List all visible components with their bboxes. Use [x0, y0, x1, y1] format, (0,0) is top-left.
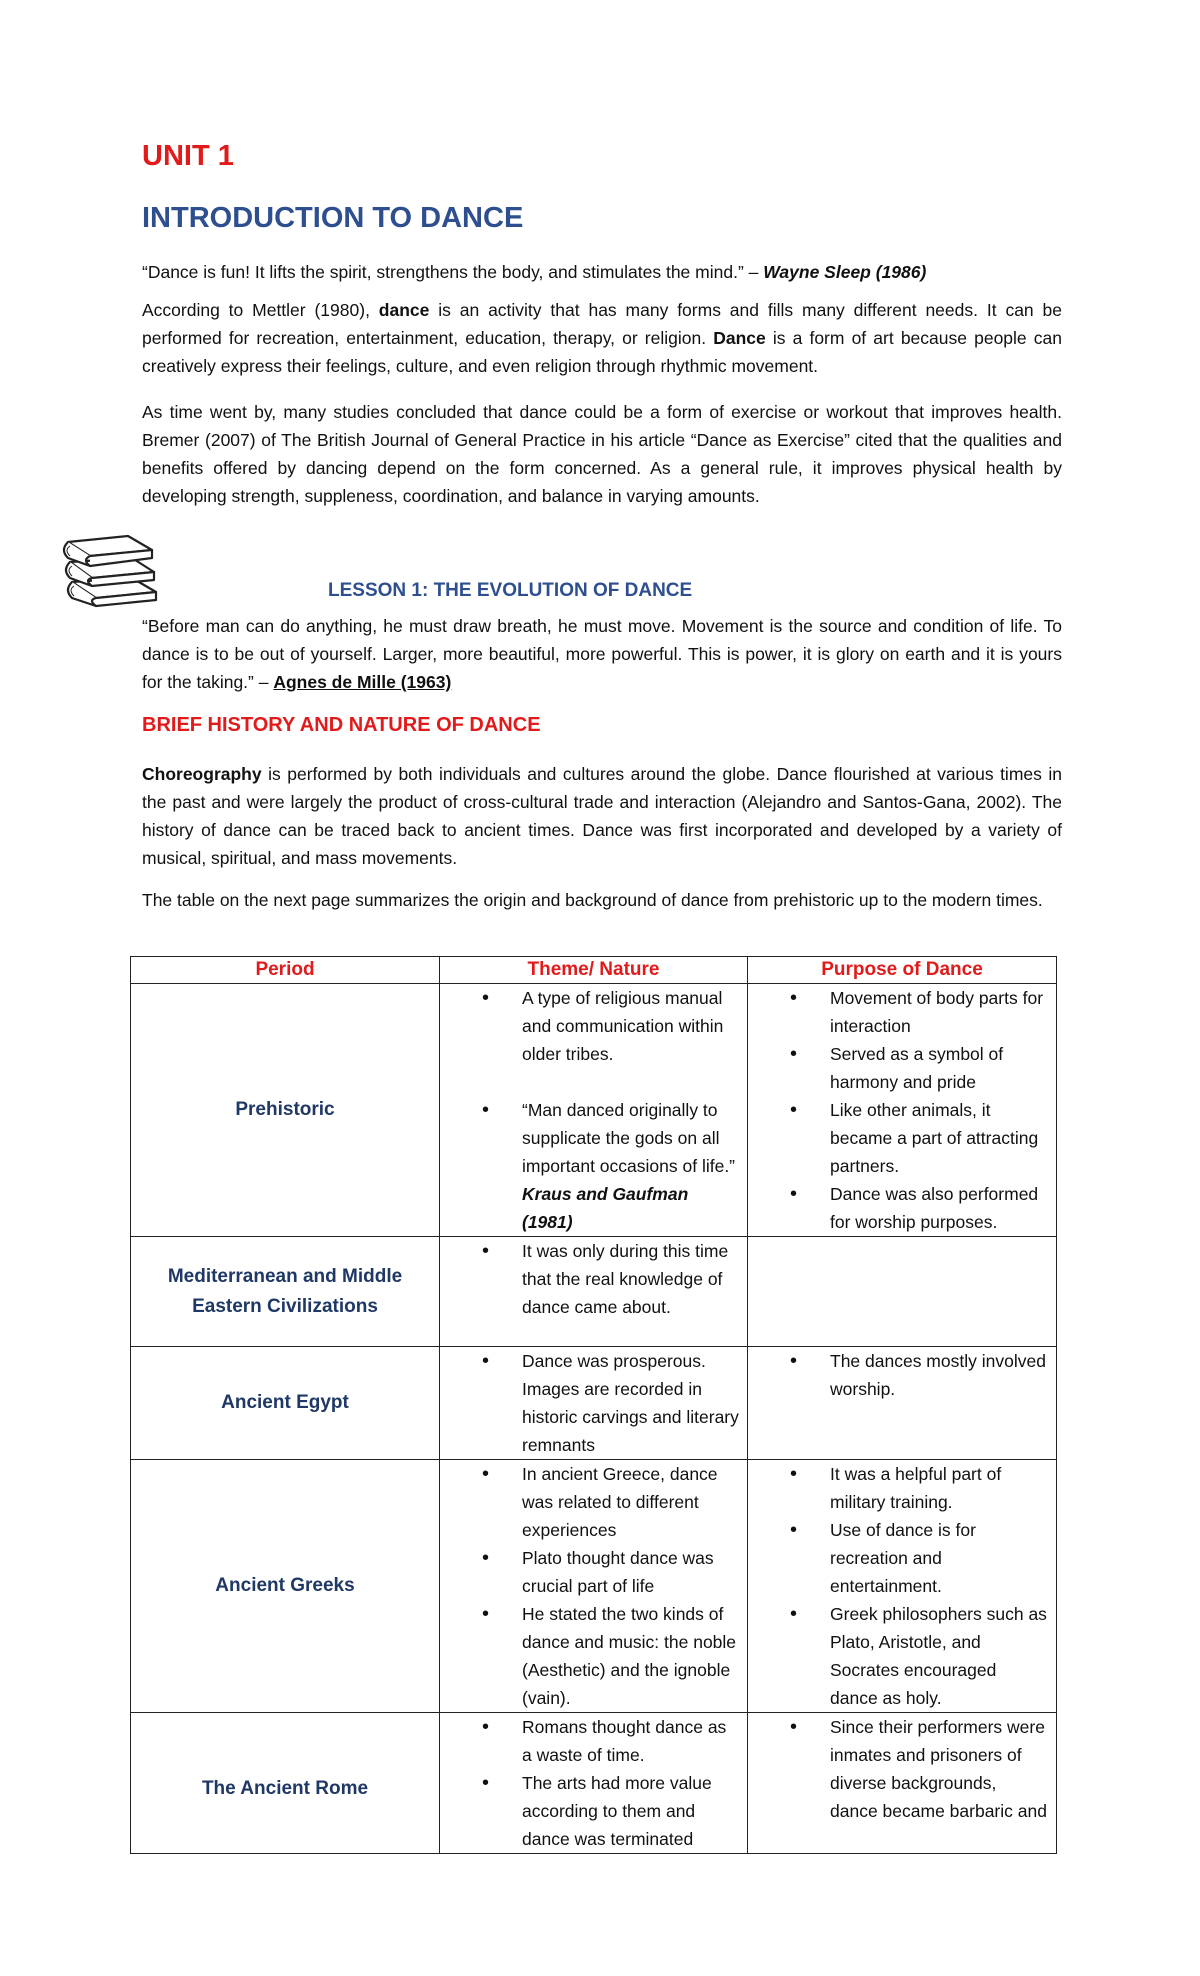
list-item: • It was a helpful part of military training. [748, 1460, 1056, 1516]
period-cell: Mediterranean and Middle Eastern Civilizations [131, 1237, 440, 1347]
list-item: • In ancient Greece, dance was related to different experiences [440, 1460, 747, 1544]
quote-author: Agnes de Mille (1963) [273, 672, 452, 692]
table-row [131, 1237, 1057, 1347]
paragraph-choreography [142, 760, 1062, 872]
theme-cell [440, 1460, 748, 1713]
list-item: • Movement of body parts for interaction [748, 984, 1056, 1040]
table-row [131, 1347, 1057, 1460]
list-item: • It was only during this time that the real knowledge of dance came about. [440, 1237, 747, 1321]
period-cell: The Ancient Rome [131, 1713, 440, 1854]
table-row [131, 1460, 1057, 1713]
list-item: • Romans thought dance as a waste of time. [440, 1713, 747, 1769]
quote-text: “Dance is fun! It lifts the spirit, strengthens the body, and stimulates the mind.” – [142, 262, 764, 282]
purpose-cell [748, 1713, 1057, 1854]
theme-cell [440, 1347, 748, 1460]
paragraph-definition [142, 296, 1062, 380]
list-item: • Use of dance is for recreation and entertainment. [748, 1516, 1056, 1600]
list-item: • Like other animals, it became a part of attracting partners. [748, 1096, 1056, 1180]
list-item: • The arts had more value according to them and dance was terminated [440, 1769, 747, 1853]
period-cell: Ancient Egypt [131, 1347, 440, 1460]
list-item: • The dances mostly involved worship. [748, 1347, 1056, 1403]
table-row [131, 984, 1057, 1237]
text-run: is performed by both individuals and cultures around the globe. Dance flourished at various times in the past and were largely the product of cross-cultural trade and interaction (Alejandro and Santos-Gana, 2002). The history of dance can be traced back to ancient times. Dance was first incorporated and developed by a variety of musical, spiritual, and mass movements. [142, 764, 1062, 868]
theme-cell [440, 1713, 748, 1854]
list-item: • Served as a symbol of harmony and pride [748, 1040, 1056, 1096]
theme-cell [440, 1237, 748, 1347]
column-header: Purpose of Dance [748, 957, 1057, 984]
books-icon [58, 520, 170, 610]
period-cell: Ancient Greeks [131, 1460, 440, 1713]
list-item: • Since their performers were inmates and prisoners of diverse backgrounds, dance became barbaric and [748, 1713, 1056, 1825]
lesson-quote [142, 612, 1062, 696]
lesson-title: LESSON 1: THE EVOLUTION OF DANCE [328, 580, 693, 601]
unit-heading: UNIT 1 [142, 140, 234, 172]
text-run: According to Mettler (1980), [142, 300, 379, 320]
text-run: is an activity that has many forms and fills many different needs. It can be performed for recreation, entertainment, education, therapy, or religion. [142, 300, 1062, 348]
quote-text: “Before man can do anything, he must draw breath, he must move. Movement is the source and condition of life. To dance is to be out of yourself. Larger, more beautiful, more powerful. This is power, it is glory on earth and it is yours for the taking.” – [142, 616, 1062, 692]
text-run: is a form of art because people can creatively express their feelings, culture, and even religion through rhythmic movement. [142, 328, 1062, 376]
bold-term: Choreography [142, 764, 262, 784]
lesson-header [58, 520, 1058, 610]
paragraph-exercise: As time went by, many studies concluded that dance could be a form of exercise or workout that improves health. Bremer (2007) of The British Journal of General Practice in his article “Dance as Exercise” cited that the qualities and benefits offered by dancing depend on the form concerned. As a general rule, it improves physical health by developing strength, suppleness, coordination, and balance in varying amounts. [142, 402, 1062, 506]
text-run: “Man danced originally to supplicate the gods on all important occasions of life.” [522, 1100, 736, 1176]
list-item: • Dance was prosperous. Images are recorded in historic carvings and literary remnants [440, 1347, 747, 1459]
purpose-cell [748, 1460, 1057, 1713]
table-header-row [131, 957, 1057, 984]
purpose-cell [748, 1237, 1057, 1347]
quote-author: Wayne Sleep (1986) [763, 262, 927, 282]
history-table [130, 956, 1057, 1854]
list-item: • A type of religious manual and communication within older tribes. [440, 984, 747, 1068]
theme-cell [440, 984, 748, 1237]
citation: Kraus and Gaufman (1981) [522, 1184, 689, 1232]
purpose-cell [748, 984, 1057, 1237]
list-item: • Dance was also performed for worship purposes. [748, 1180, 1056, 1236]
list-item: • He stated the two kinds of dance and music: the noble (Aesthetic) and the ignoble (vain). [440, 1600, 747, 1712]
list-item: • Greek philosophers such as Plato, Aristotle, and Socrates encouraged dance as holy. [748, 1600, 1056, 1712]
section-heading: BRIEF HISTORY AND NATURE OF DANCE [142, 714, 541, 736]
paragraph-table-intro: The table on the next page summarizes the origin and background of dance from prehistoric up to the modern times. [142, 890, 1043, 910]
table-row [131, 1713, 1057, 1854]
period-cell: Prehistoric [131, 984, 440, 1237]
bold-term: dance [378, 300, 430, 320]
opening-quote [142, 258, 1062, 286]
column-header: Theme/ Nature [440, 957, 748, 984]
page-title: INTRODUCTION TO DANCE [142, 202, 524, 234]
column-header: Period [131, 957, 440, 984]
bold-term: Dance [713, 328, 766, 348]
list-item [440, 1096, 747, 1236]
purpose-cell [748, 1347, 1057, 1460]
list-item: • Plato thought dance was crucial part of life [440, 1544, 747, 1600]
